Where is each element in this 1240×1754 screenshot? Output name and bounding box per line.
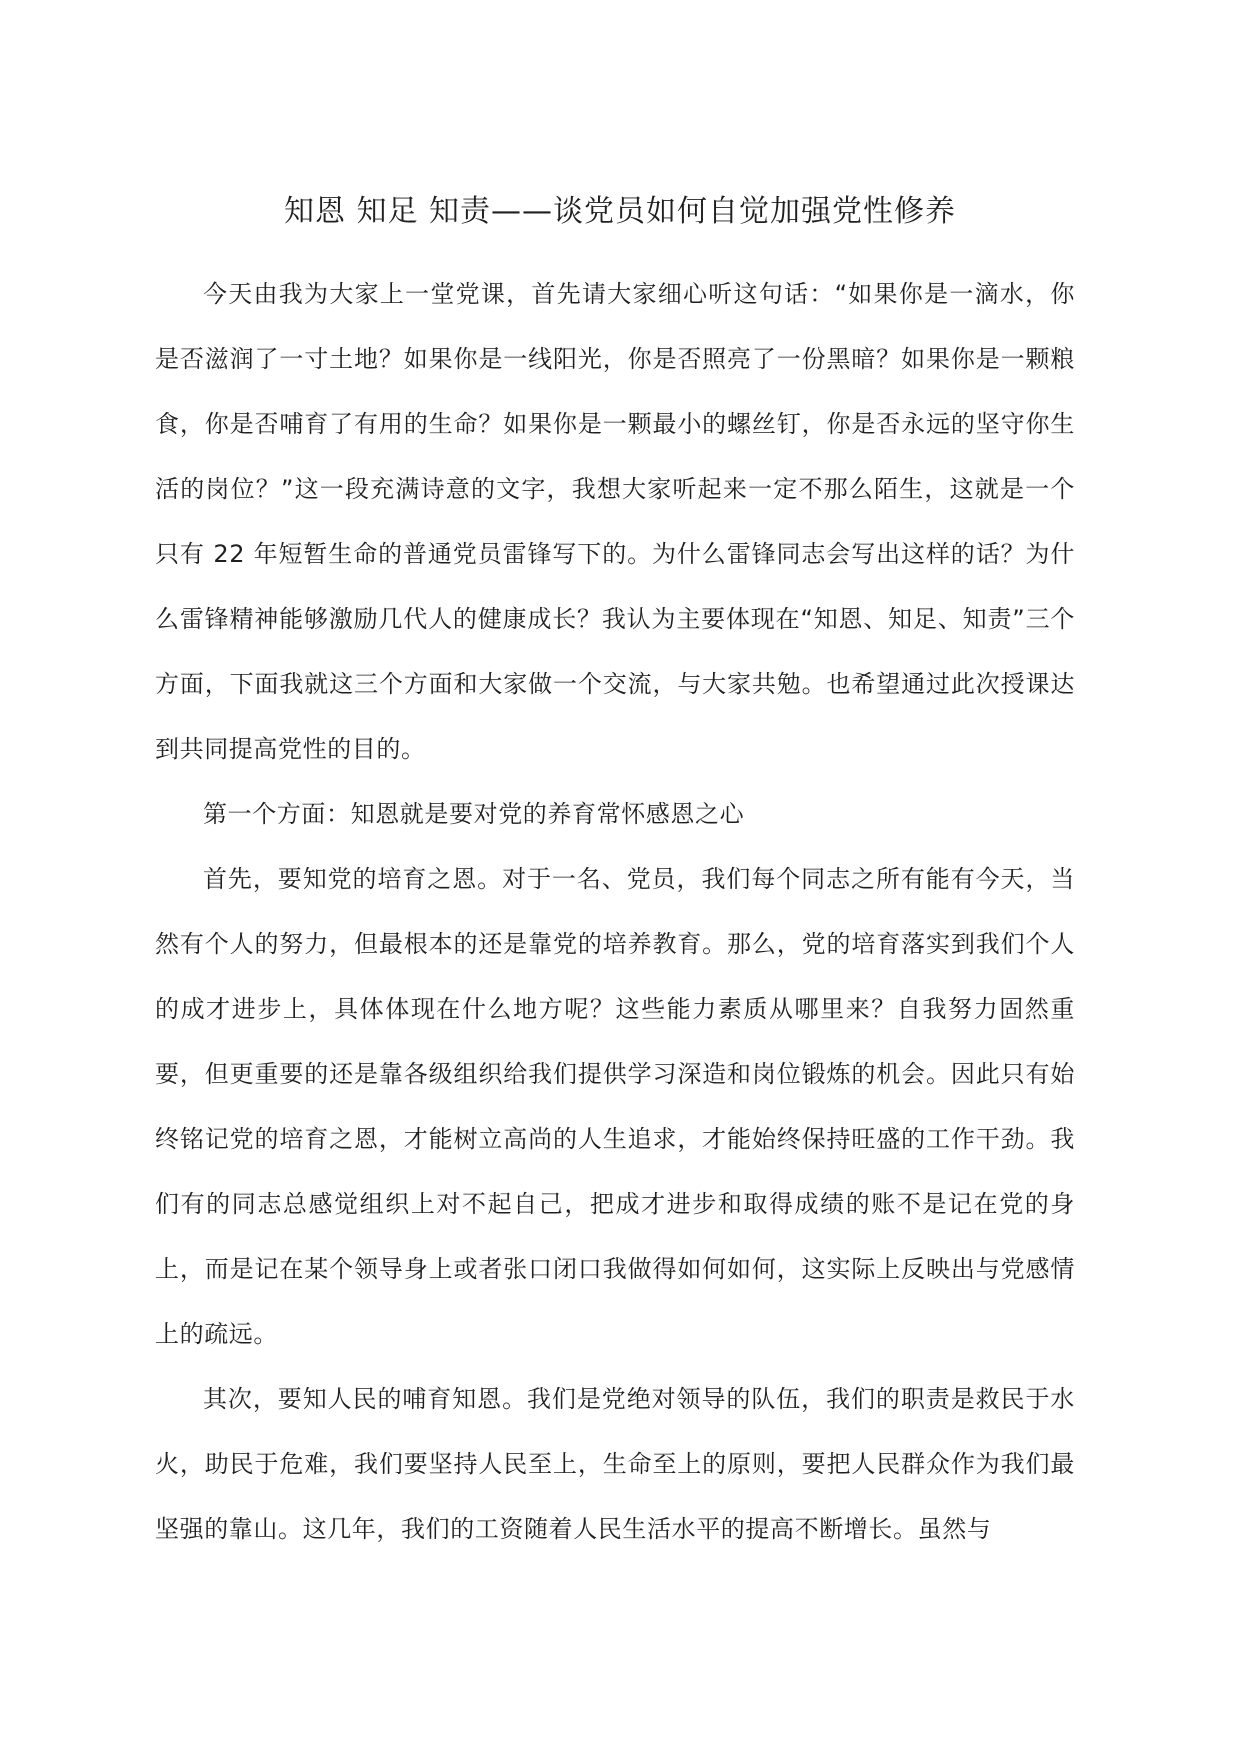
paragraph-section-heading: 第一个方面：知恩就是要对党的养育常怀感恩之心 [203, 800, 745, 828]
document-title: 知恩 知足 知责——谈党员如何自觉加强党性修养 [283, 194, 957, 229]
document-body [155, 262, 1075, 1562]
paragraph-first-point: 首先，要知党的培育之恩。对于一名、党员，我们每个同志之所有能有今天，当然有个人的努力，但最根本的还是靠党的培养教育。那么，党的培育落实到我们个人的成才进步上，具体体现在什么地方呢？这些能力素质从哪里来？自我努力固然重要，但更重要的还是靠各级组织给我们提供学习深造和岗位锻炼的机会。因此只有始终铭记党的培育之恩，才能树立高尚的人生追求，才能始终保持旺盛的工作干劲。我们有的同志总感觉组织上对不起自己，把成才进步和取得成绩的账不是记在党的身上，而是记在某个领导身上或者张口闭口我做得如何如何，这实际上反映出与党感情上的疏远。 [155, 865, 1075, 1348]
paragraph-intro: 今天由我为大家上一堂党课，首先请大家细心听这句话：“如果你是一滴水，你是否滋润了一寸土地？如果你是一线阳光，你是否照亮了一份黑暗？如果你是一颗粮食，你是否哺育了有用的生命？如果你是一颗最小的螺丝钉，你是否永远的坚守你生活的岗位？”这一段充满诗意的文字，我想大家听起来一定不那么陌生，这就是一个只有 22 年短暂生命的普通党员雷锋写下的。为什么雷锋同志会写出这样的话？为什么雷锋精神能够激励几代人的健康成长？我认为主要体现在“知恩、知足、知责”三个方面，下面我就这三个方面和大家做一个交流，与大家共勉。也希望通过此次授课达到共同提高党性的目的。 [155, 280, 1075, 763]
paragraph-second-point: 其次，要知人民的哺育知恩。我们是党绝对领导的队伍，我们的职责是救民于水火，助民于危难，我们要坚持人民至上，生命至上的原则，要把人民群众作为我们最坚强的靠山。这几年，我们的工资随着人民生活水平的提高不断增长。虽然与 [155, 1385, 1075, 1543]
